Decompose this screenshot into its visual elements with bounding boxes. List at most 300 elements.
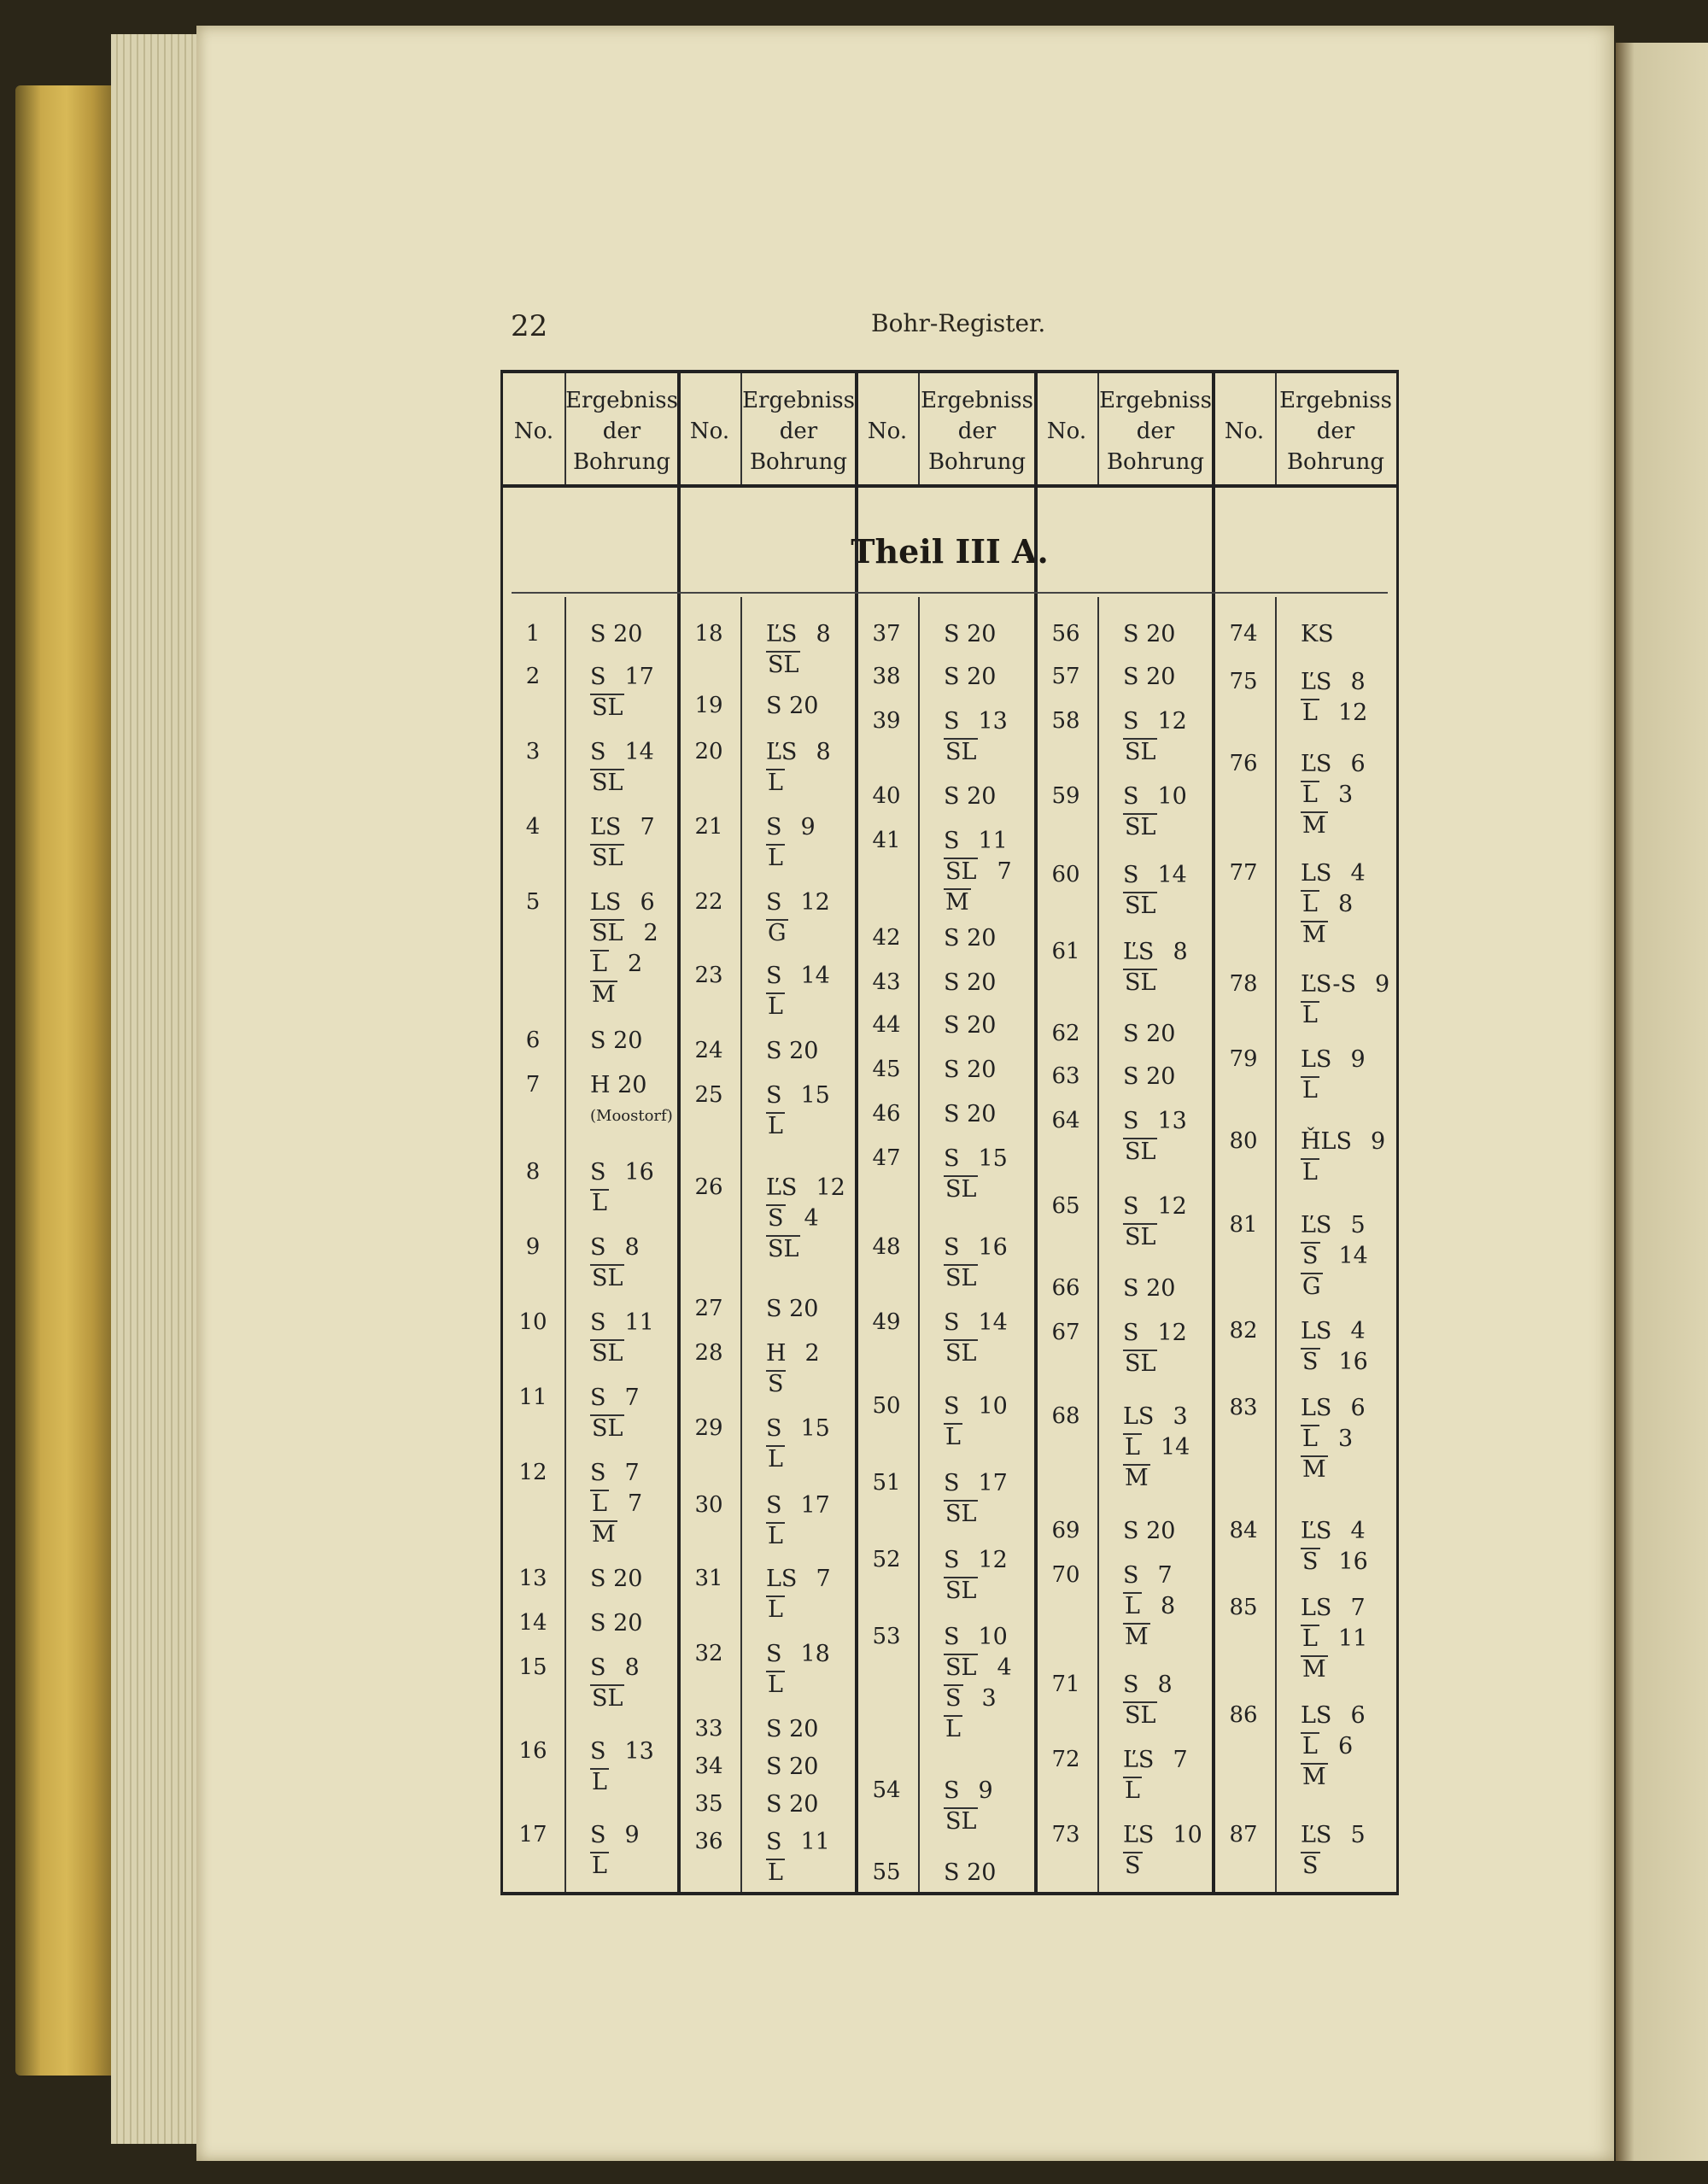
bore-number: 14 — [518, 1610, 547, 1636]
result-line — [766, 961, 830, 992]
bore-number: 79 — [1229, 1046, 1258, 1072]
result-line — [944, 1545, 1008, 1576]
bore-number: 71 — [1051, 1672, 1080, 1697]
depth-value: 5 — [1350, 1212, 1366, 1238]
bore-result — [944, 826, 1012, 918]
soil-code: S 20 — [766, 1791, 819, 1818]
bore-number: 27 — [694, 1296, 723, 1321]
soil-code: S — [1123, 1108, 1139, 1134]
soil-code: ĽS — [590, 814, 622, 840]
soil-code: SL — [945, 1265, 977, 1291]
header-result-line: Bohrung — [572, 449, 671, 475]
bore-result — [590, 1608, 642, 1639]
bore-number: 57 — [1051, 664, 1080, 689]
soil-code: LS — [1301, 1318, 1332, 1344]
result-line — [1123, 662, 1175, 693]
soil-code: S — [1123, 783, 1139, 810]
bore-number: 34 — [694, 1754, 723, 1779]
result-line — [1123, 737, 1187, 768]
bore-number: 53 — [872, 1624, 901, 1649]
page-number: 22 — [511, 309, 548, 343]
soil-code: M — [1302, 1656, 1326, 1683]
bore-result — [1301, 1820, 1366, 1882]
bore-number: 80 — [1229, 1128, 1258, 1154]
depth-value: 12 — [978, 1547, 1008, 1573]
result-line — [1301, 1654, 1367, 1685]
depth-value: 8 — [816, 739, 831, 765]
result-line — [944, 706, 1008, 737]
soil-code: G — [768, 920, 787, 946]
result-line — [590, 812, 655, 843]
depth-value: 11 — [800, 1829, 830, 1855]
bore-result — [1301, 1127, 1385, 1188]
soil-code: M — [1302, 812, 1326, 839]
bore-number: 23 — [694, 963, 723, 988]
soil-code: M — [1302, 922, 1326, 948]
result-line — [590, 768, 654, 799]
bore-result — [766, 619, 831, 681]
bore-number: 82 — [1229, 1318, 1258, 1344]
bore-number: 67 — [1051, 1320, 1080, 1345]
depth-value: 17 — [800, 1492, 830, 1519]
bore-result — [1123, 1318, 1187, 1379]
result-line — [1301, 1701, 1366, 1731]
result-line — [590, 1519, 642, 1550]
result-line — [590, 1308, 654, 1338]
soil-code: S — [590, 1159, 606, 1186]
depth-value: 10 — [1173, 1822, 1202, 1848]
bore-number: 56 — [1051, 621, 1080, 647]
result-line — [1123, 1851, 1202, 1882]
depth-value: 2 — [627, 951, 643, 977]
soil-code: S 20 — [944, 1012, 997, 1039]
soil-code: L — [768, 770, 783, 796]
soil-code: ĽS — [1301, 669, 1332, 695]
bore-number: 59 — [1051, 783, 1080, 809]
bore-result — [1301, 619, 1334, 650]
result-line — [944, 1576, 1008, 1607]
depth-value: 7 — [997, 858, 1012, 885]
result-line — [1123, 1062, 1175, 1092]
bore-result — [944, 706, 1008, 768]
result-line — [1301, 1851, 1366, 1882]
depth-value: 7 — [1157, 1562, 1173, 1589]
soil-code: S — [1123, 1193, 1139, 1220]
depth-value: 14 — [1157, 862, 1187, 888]
depth-value: 2 — [643, 920, 658, 946]
bore-number: 5 — [525, 889, 541, 915]
bore-result — [590, 1383, 640, 1444]
bore-result — [1123, 1062, 1175, 1092]
column-divider — [564, 597, 566, 1892]
depth-value: 4 — [804, 1205, 819, 1232]
depth-value: 6 — [1350, 1702, 1366, 1729]
soil-code: ĽS — [766, 739, 798, 765]
soil-code: ĽS — [1301, 1518, 1332, 1544]
soil-code: SL — [945, 1176, 977, 1203]
bore-number: 83 — [1229, 1395, 1258, 1420]
bore-number: 49 — [872, 1309, 901, 1335]
result-line — [1301, 667, 1367, 698]
header-no: No. — [1224, 419, 1265, 444]
soil-code: S 20 — [944, 1859, 997, 1886]
depth-value: 4 — [1350, 860, 1366, 887]
result-line — [766, 1752, 818, 1783]
bore-result — [1123, 937, 1188, 998]
soil-code: M — [1125, 1465, 1149, 1491]
bore-result — [590, 1653, 640, 1714]
result-line — [944, 857, 1012, 887]
soil-code: L — [768, 1523, 783, 1549]
soil-code: S 20 — [1123, 1518, 1176, 1544]
bore-result — [590, 1233, 640, 1294]
result-line — [1123, 1591, 1175, 1622]
bore-result — [1301, 969, 1389, 1031]
result-line — [944, 923, 996, 954]
soil-code: S — [1123, 1562, 1139, 1589]
bore-result — [590, 887, 658, 1010]
bore-number: 22 — [694, 889, 723, 915]
soil-code: S — [1302, 1349, 1319, 1375]
result-line — [766, 918, 830, 949]
bore-number: 58 — [1051, 708, 1080, 734]
soil-code: S 20 — [590, 1566, 643, 1592]
depth-value: 5 — [1350, 1822, 1366, 1848]
soil-code: S — [1123, 1672, 1139, 1698]
soil-code: L — [1302, 1002, 1318, 1028]
depth-value: 10 — [978, 1624, 1008, 1650]
soil-code: L — [1302, 1077, 1318, 1104]
soil-code: SL — [592, 845, 623, 871]
bore-number: 65 — [1051, 1193, 1080, 1219]
bore-result — [590, 812, 655, 874]
result-line — [590, 980, 658, 1010]
soil-code: ĽS — [1123, 1822, 1155, 1848]
result-line — [1123, 1463, 1190, 1494]
bore-number: 45 — [872, 1057, 901, 1082]
bore-number: 1 — [525, 621, 541, 647]
bore-number: 61 — [1051, 939, 1080, 964]
bore-result — [944, 1099, 996, 1130]
soil-code: S — [1123, 708, 1139, 735]
soil-code: S — [944, 1393, 960, 1420]
result-line — [944, 1806, 993, 1837]
bore-number: 68 — [1051, 1403, 1080, 1429]
result-line — [590, 1683, 640, 1714]
soil-code: SL — [592, 770, 623, 796]
bore-number: 54 — [872, 1777, 901, 1803]
soil-code: SL — [592, 694, 623, 721]
bore-result — [944, 662, 996, 693]
result-line — [766, 768, 831, 799]
depth-value: 11 — [978, 828, 1008, 854]
soil-code: S — [768, 1371, 784, 1397]
depth-value: 16 — [1338, 1349, 1368, 1375]
depth-value: 12 — [1157, 708, 1187, 735]
result-line — [590, 1233, 640, 1263]
depth-value: 3 — [1173, 1403, 1188, 1430]
result-line — [590, 1157, 654, 1188]
header-no: No. — [867, 419, 908, 444]
depth-value: 4 — [997, 1654, 1012, 1681]
result-line — [944, 1653, 1012, 1683]
result-line — [1123, 1622, 1175, 1653]
result-line — [944, 1055, 996, 1086]
soil-code: S 20 — [944, 783, 997, 810]
bore-number: 47 — [872, 1145, 901, 1171]
bore-result — [1123, 1745, 1188, 1806]
bore-result — [944, 1144, 1008, 1205]
bore-result — [1123, 1106, 1187, 1168]
result-line — [766, 1036, 818, 1067]
soil-code: S — [766, 1082, 782, 1109]
soil-code: S — [766, 1641, 782, 1667]
result-line — [590, 1767, 654, 1798]
bore-result — [766, 1827, 830, 1888]
bore-number: 28 — [694, 1340, 723, 1366]
bore-number: 21 — [694, 814, 723, 840]
result-line — [766, 992, 830, 1022]
soil-code: L — [592, 1769, 607, 1795]
soil-code: SL — [592, 920, 623, 946]
result-line — [1123, 860, 1187, 891]
bohr-register-table — [500, 370, 1399, 1895]
running-title: Bohr-Register. — [871, 309, 1046, 337]
result-line — [1123, 1192, 1187, 1222]
result-line — [766, 1203, 845, 1234]
result-line — [944, 662, 996, 693]
soil-code: S — [944, 828, 960, 854]
column-divider — [918, 597, 920, 1892]
depth-value: 7 — [624, 1385, 640, 1411]
bore-number: 17 — [518, 1822, 547, 1847]
soil-code: L — [1302, 1426, 1318, 1452]
soil-code: ĽS — [1301, 1212, 1332, 1238]
bore-result — [1123, 1670, 1173, 1731]
bore-number: 16 — [518, 1738, 547, 1764]
bore-number: 51 — [872, 1470, 901, 1496]
soil-code: S — [590, 1654, 606, 1681]
soil-code: LS — [1301, 1046, 1332, 1073]
result-line — [944, 1263, 1008, 1294]
result-line — [590, 1070, 673, 1101]
bore-number: 86 — [1229, 1702, 1258, 1728]
depth-value: 18 — [800, 1641, 830, 1667]
facing-page-edge — [1616, 43, 1708, 2161]
result-line — [1123, 1745, 1188, 1776]
bore-result — [1123, 706, 1187, 768]
result-line — [766, 1338, 820, 1369]
header-no: No. — [513, 419, 554, 444]
soil-code: SL — [945, 739, 977, 765]
bore-number: 37 — [872, 621, 901, 647]
result-line — [590, 1414, 640, 1444]
soil-code: L — [1302, 700, 1318, 726]
depth-value: 16 — [978, 1234, 1008, 1261]
soil-code: L — [592, 1853, 607, 1879]
header-result-line: der — [957, 419, 997, 444]
soil-code: S — [590, 1309, 606, 1336]
soil-code: S — [590, 739, 606, 765]
soil-code: S — [590, 1738, 606, 1765]
bore-result — [590, 1564, 642, 1595]
bore-result — [1123, 619, 1175, 650]
bore-result — [944, 1308, 1008, 1369]
header-rule — [503, 484, 1396, 488]
soil-code: S — [1123, 1320, 1139, 1346]
bore-result — [944, 968, 996, 998]
soil-code: S — [944, 1470, 960, 1496]
bore-number: 35 — [694, 1791, 723, 1817]
depth-value: 9 — [1350, 1046, 1366, 1073]
bore-result — [1123, 1560, 1175, 1653]
bore-result — [1301, 1393, 1366, 1485]
soil-code: LS — [1301, 1702, 1332, 1729]
soil-code: L — [1302, 1625, 1318, 1652]
result-line — [766, 1080, 830, 1111]
result-line — [590, 918, 658, 949]
depth-value: 15 — [978, 1145, 1008, 1172]
soil-code: M — [1125, 1624, 1149, 1650]
depth-value: 7 — [640, 814, 655, 840]
bore-result — [1123, 1516, 1175, 1547]
soil-code: SL — [945, 1501, 977, 1527]
bore-number: 48 — [872, 1234, 901, 1260]
soil-code: ĽS — [1123, 939, 1155, 965]
result-line — [766, 1595, 831, 1625]
soil-code: S — [944, 1547, 960, 1573]
soil-code: LS — [1301, 860, 1332, 887]
result-line — [1301, 619, 1334, 650]
bore-number: 15 — [518, 1654, 547, 1680]
result-line — [766, 1444, 830, 1475]
bore-result — [590, 1070, 673, 1132]
depth-value: 7 — [816, 1566, 831, 1592]
result-line — [766, 1234, 845, 1265]
soil-code: SL — [945, 1808, 977, 1835]
depth-value: 8 — [1337, 891, 1354, 917]
bore-result — [766, 961, 830, 1022]
result-line — [944, 968, 996, 998]
soil-code: L — [592, 1490, 607, 1517]
soil-code: ȞLS — [1301, 1128, 1352, 1155]
depth-value: 14 — [978, 1309, 1008, 1336]
bore-number: 43 — [872, 969, 901, 995]
soil-code: L — [1302, 1159, 1318, 1186]
soil-code: S 20 — [944, 969, 997, 996]
bore-result — [944, 619, 996, 650]
depth-value: 15 — [800, 1082, 830, 1109]
soil-code: LS — [1123, 1403, 1155, 1430]
bore-result — [766, 1789, 818, 1820]
result-line — [944, 1499, 1008, 1530]
result-line — [1123, 1106, 1187, 1137]
bore-number: 81 — [1229, 1212, 1258, 1238]
bore-result — [590, 737, 654, 799]
depth-value: 14 — [800, 963, 830, 989]
bore-result — [766, 1080, 830, 1142]
result-line — [766, 1490, 830, 1521]
soil-code: L — [1302, 1733, 1318, 1759]
bore-result — [1301, 1701, 1366, 1793]
soil-code: SL — [945, 858, 977, 885]
soil-code: ĽS-S — [1301, 971, 1357, 998]
bore-result — [1301, 749, 1366, 841]
soil-code: L — [768, 1859, 783, 1886]
bore-number: 12 — [518, 1460, 547, 1485]
depth-value: 3 — [1337, 1426, 1354, 1452]
soil-code: L — [768, 1113, 783, 1139]
result-line — [1123, 1776, 1188, 1806]
depth-value: 16 — [1338, 1549, 1368, 1575]
result-line — [766, 1521, 830, 1552]
soil-code: SL — [1125, 969, 1156, 996]
result-line — [590, 737, 654, 768]
bore-result — [590, 1820, 640, 1882]
soil-code: L — [1125, 1593, 1140, 1619]
bore-number: 31 — [694, 1566, 723, 1591]
group-divider — [855, 373, 858, 1892]
result-line — [1301, 1272, 1368, 1303]
soil-code: L — [1302, 891, 1318, 917]
result-line — [1123, 782, 1187, 812]
soil-code: LS — [590, 889, 622, 916]
depth-value: 6 — [1350, 751, 1366, 777]
bore-number: 30 — [694, 1492, 723, 1518]
soil-code: S — [766, 1829, 782, 1855]
result-line — [1123, 1560, 1175, 1591]
depth-value: 7 — [1173, 1747, 1188, 1773]
header-result — [1097, 384, 1214, 479]
result-line — [766, 1827, 830, 1858]
depth-value: 10 — [978, 1393, 1008, 1420]
result-line — [766, 1111, 830, 1142]
bore-number: 26 — [694, 1174, 723, 1200]
result-line — [1301, 1455, 1366, 1485]
result-line — [766, 1414, 830, 1444]
result-line — [1301, 1045, 1366, 1075]
bore-result — [1301, 667, 1367, 729]
bore-number: 69 — [1051, 1518, 1080, 1543]
header-result-line: Ergebniss — [921, 388, 1033, 413]
result-line — [766, 691, 818, 722]
depth-value: 12 — [1157, 1320, 1187, 1346]
header-result — [740, 384, 857, 479]
depth-value: 14 — [1338, 1243, 1368, 1269]
result-line — [944, 1622, 1012, 1653]
column-divider — [1097, 597, 1099, 1892]
header-result-line: der — [602, 419, 641, 444]
result-line — [944, 737, 1008, 768]
result-line — [766, 1369, 820, 1400]
bore-number: 73 — [1051, 1822, 1080, 1847]
soil-code: SL — [768, 652, 799, 678]
soil-code: S — [1302, 1549, 1319, 1575]
soil-code: S — [766, 1415, 782, 1442]
bore-result — [766, 1338, 820, 1400]
header-result — [1275, 384, 1396, 479]
result-line — [590, 1564, 642, 1595]
header-result-line: der — [1316, 419, 1355, 444]
bore-result — [944, 1468, 1008, 1530]
soil-code: SL — [592, 1265, 623, 1291]
result-line — [1301, 1593, 1367, 1624]
result-line — [944, 1422, 1008, 1453]
result-line — [944, 1391, 1008, 1422]
result-line — [1123, 1432, 1190, 1463]
depth-value: 17 — [978, 1470, 1008, 1496]
depth-value: 8 — [1350, 669, 1366, 695]
